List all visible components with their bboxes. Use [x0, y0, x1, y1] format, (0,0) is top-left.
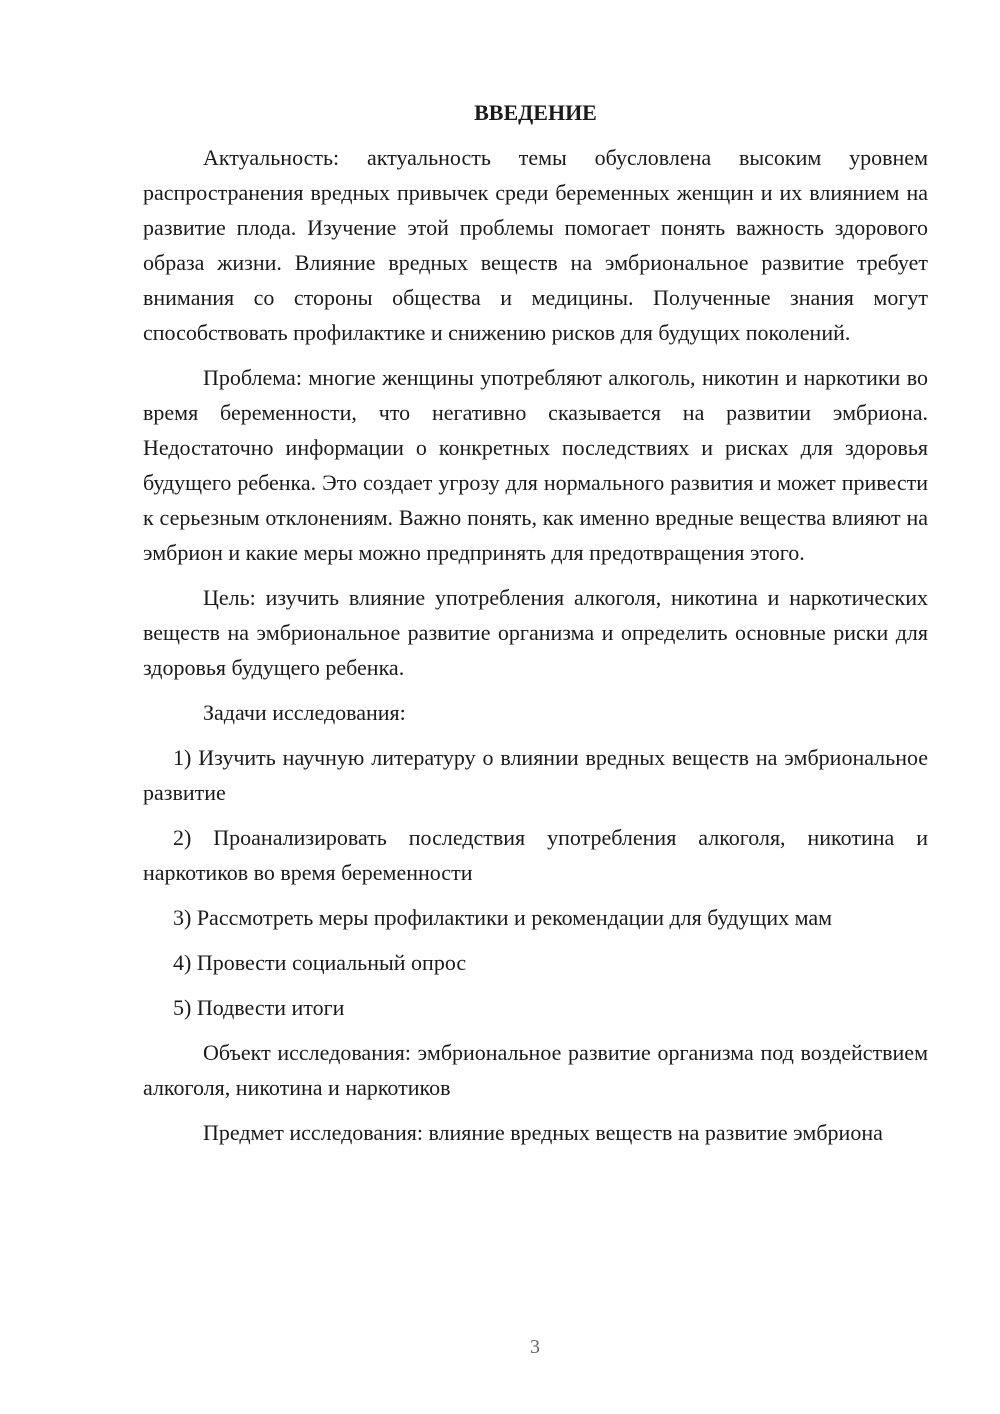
- paragraph-relevance: Актуальность: актуальность темы обусловлена высоким уровнем распространения вредных привычек среди беременных женщин и их влиянием на развитие плода. Изучение этой проблемы помогает понять важность здорового образа жизни. Влияние вредных веществ на эмбриональное развитие требует внимания со стороны общества и медицины. Полученные знания могут способствовать профилактике и снижению рисков для будущих поколений.: [143, 145, 928, 345]
- task-item-5: 5) Подвести итоги: [173, 995, 345, 1020]
- task-item-1: 1) Изучить научную литературу о влиянии вредных веществ на эмбриональное развитие: [143, 745, 928, 805]
- paragraph-subject: Предмет исследования: влияние вредных веществ на развитие эмбриона: [203, 1120, 883, 1145]
- task-item-2: 2) Проанализировать последствия употребления алкоголя, никотина и наркотиков во время беременности: [143, 825, 928, 885]
- paragraph-object: Объект исследования: эмбриональное развитие организма под воздействием алкоголя, никотина и наркотиков: [143, 1040, 928, 1100]
- paragraph-problem: Проблема: многие женщины употребляют алкоголь, никотин и наркотики во время беременности, что негативно сказывается на развитии эмбриона. Недостаточно информации о конкретных последствиях и рисках для здоровья будущего ребенка. Это создает угрозу для нормального развития и может привести к серьезным отклонениям. Важно понять, как именно вредные вещества влияют на эмбрион и какие меры можно предпринять для предотвращения этого.: [143, 365, 928, 565]
- paragraph-tasks-heading: Задачи исследования:: [203, 700, 406, 725]
- paragraph-goal: Цель: изучить влияние употребления алкоголя, никотина и наркотических веществ на эмбриональное развитие организма и определить основные риски для здоровья будущего ребенка.: [143, 585, 928, 680]
- page-title: ВВЕДЕНИЕ: [474, 100, 597, 125]
- page-content: [143, 95, 928, 1160]
- task-item-3: 3) Рассмотреть меры профилактики и рекомендации для будущих мам: [173, 905, 833, 930]
- page-number: 3: [530, 1336, 540, 1358]
- task-item-4: 4) Провести социальный опрос: [173, 950, 467, 975]
